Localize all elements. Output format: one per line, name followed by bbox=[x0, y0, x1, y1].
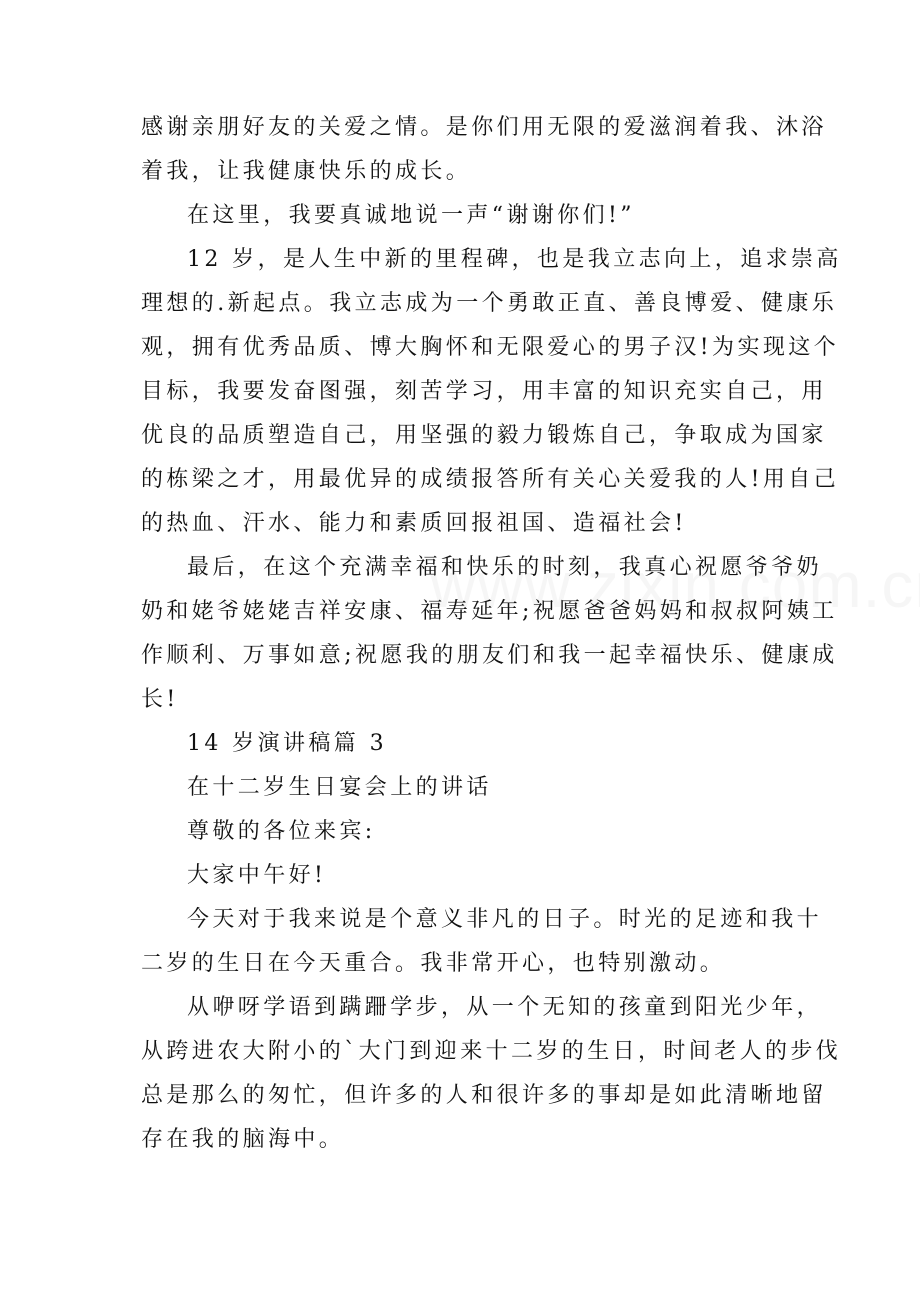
text-line: 作顺利、万事如意;祝愿我的朋友们和我一起幸福快乐、健康成 bbox=[141, 643, 838, 668]
text-line: 着我，让我健康快乐的成长。 bbox=[141, 159, 472, 184]
text-line: 观，拥有优秀品质、博大胸怀和无限爱心的男子汉!为实现这个 bbox=[141, 335, 840, 360]
text-line: 12 岁，是人生中新的里程碑，也是我立志向上，追求崇高 bbox=[187, 247, 842, 272]
text-line: 在这里，我要真诚地说一声“谢谢你们!” bbox=[187, 203, 635, 228]
speech-title: 在十二岁生日宴会上的讲话 bbox=[187, 775, 492, 800]
section-heading: 14 岁演讲稿篇 3 bbox=[187, 731, 387, 756]
text-line: 存在我的脑海中。 bbox=[141, 1127, 345, 1152]
text-line: 最后，在这个充满幸福和快乐的时刻，我真心祝愿爷爷奶 bbox=[187, 555, 823, 580]
text-line: 今天对于我来说是个意义非凡的日子。时光的足迹和我十 bbox=[187, 907, 823, 932]
text-line: 目标，我要发奋图强，刻苦学习，用丰富的知识充实自己，用 bbox=[141, 379, 827, 404]
text-line: 从跨进农大附小的`大门到迎来十二岁的生日，时间老人的步伐 bbox=[141, 1039, 842, 1064]
text-line: 二岁的生日在今天重合。我非常开心，也特别激动。 bbox=[141, 951, 726, 976]
text-line: 奶和姥爷姥姥吉祥安康、福寿延年;祝愿爸爸妈妈和叔叔阿姨工 bbox=[141, 599, 838, 624]
text-line: 长! bbox=[141, 687, 179, 712]
text-line: 的栋梁之才，用最优异的成绩报答所有关心关爱我的人!用自己 bbox=[141, 467, 840, 492]
text-line: 理想的.新起点。我立志成为一个勇敢正直、善良博爱、健康乐 bbox=[141, 291, 838, 316]
text-line: 总是那么的匆忙，但许多的人和很许多的事却是如此清晰地留 bbox=[141, 1083, 827, 1108]
greeting: 大家中午好! bbox=[187, 863, 327, 888]
text-line: 从咿呀学语到蹒跚学步，从一个无知的孩童到阳光少年， bbox=[187, 995, 823, 1020]
text-line: 优良的品质塑造自己，用坚强的毅力锻炼自己，争取成为国家 bbox=[141, 423, 827, 448]
text-line: 的热血、汗水、能力和素质回报祖国、造福社会! bbox=[141, 511, 687, 536]
salutation: 尊敬的各位来宾: bbox=[187, 819, 376, 844]
text-line: 感谢亲朋好友的关爱之情。是你们用无限的爱滋润着我、沐浴 bbox=[141, 115, 827, 140]
